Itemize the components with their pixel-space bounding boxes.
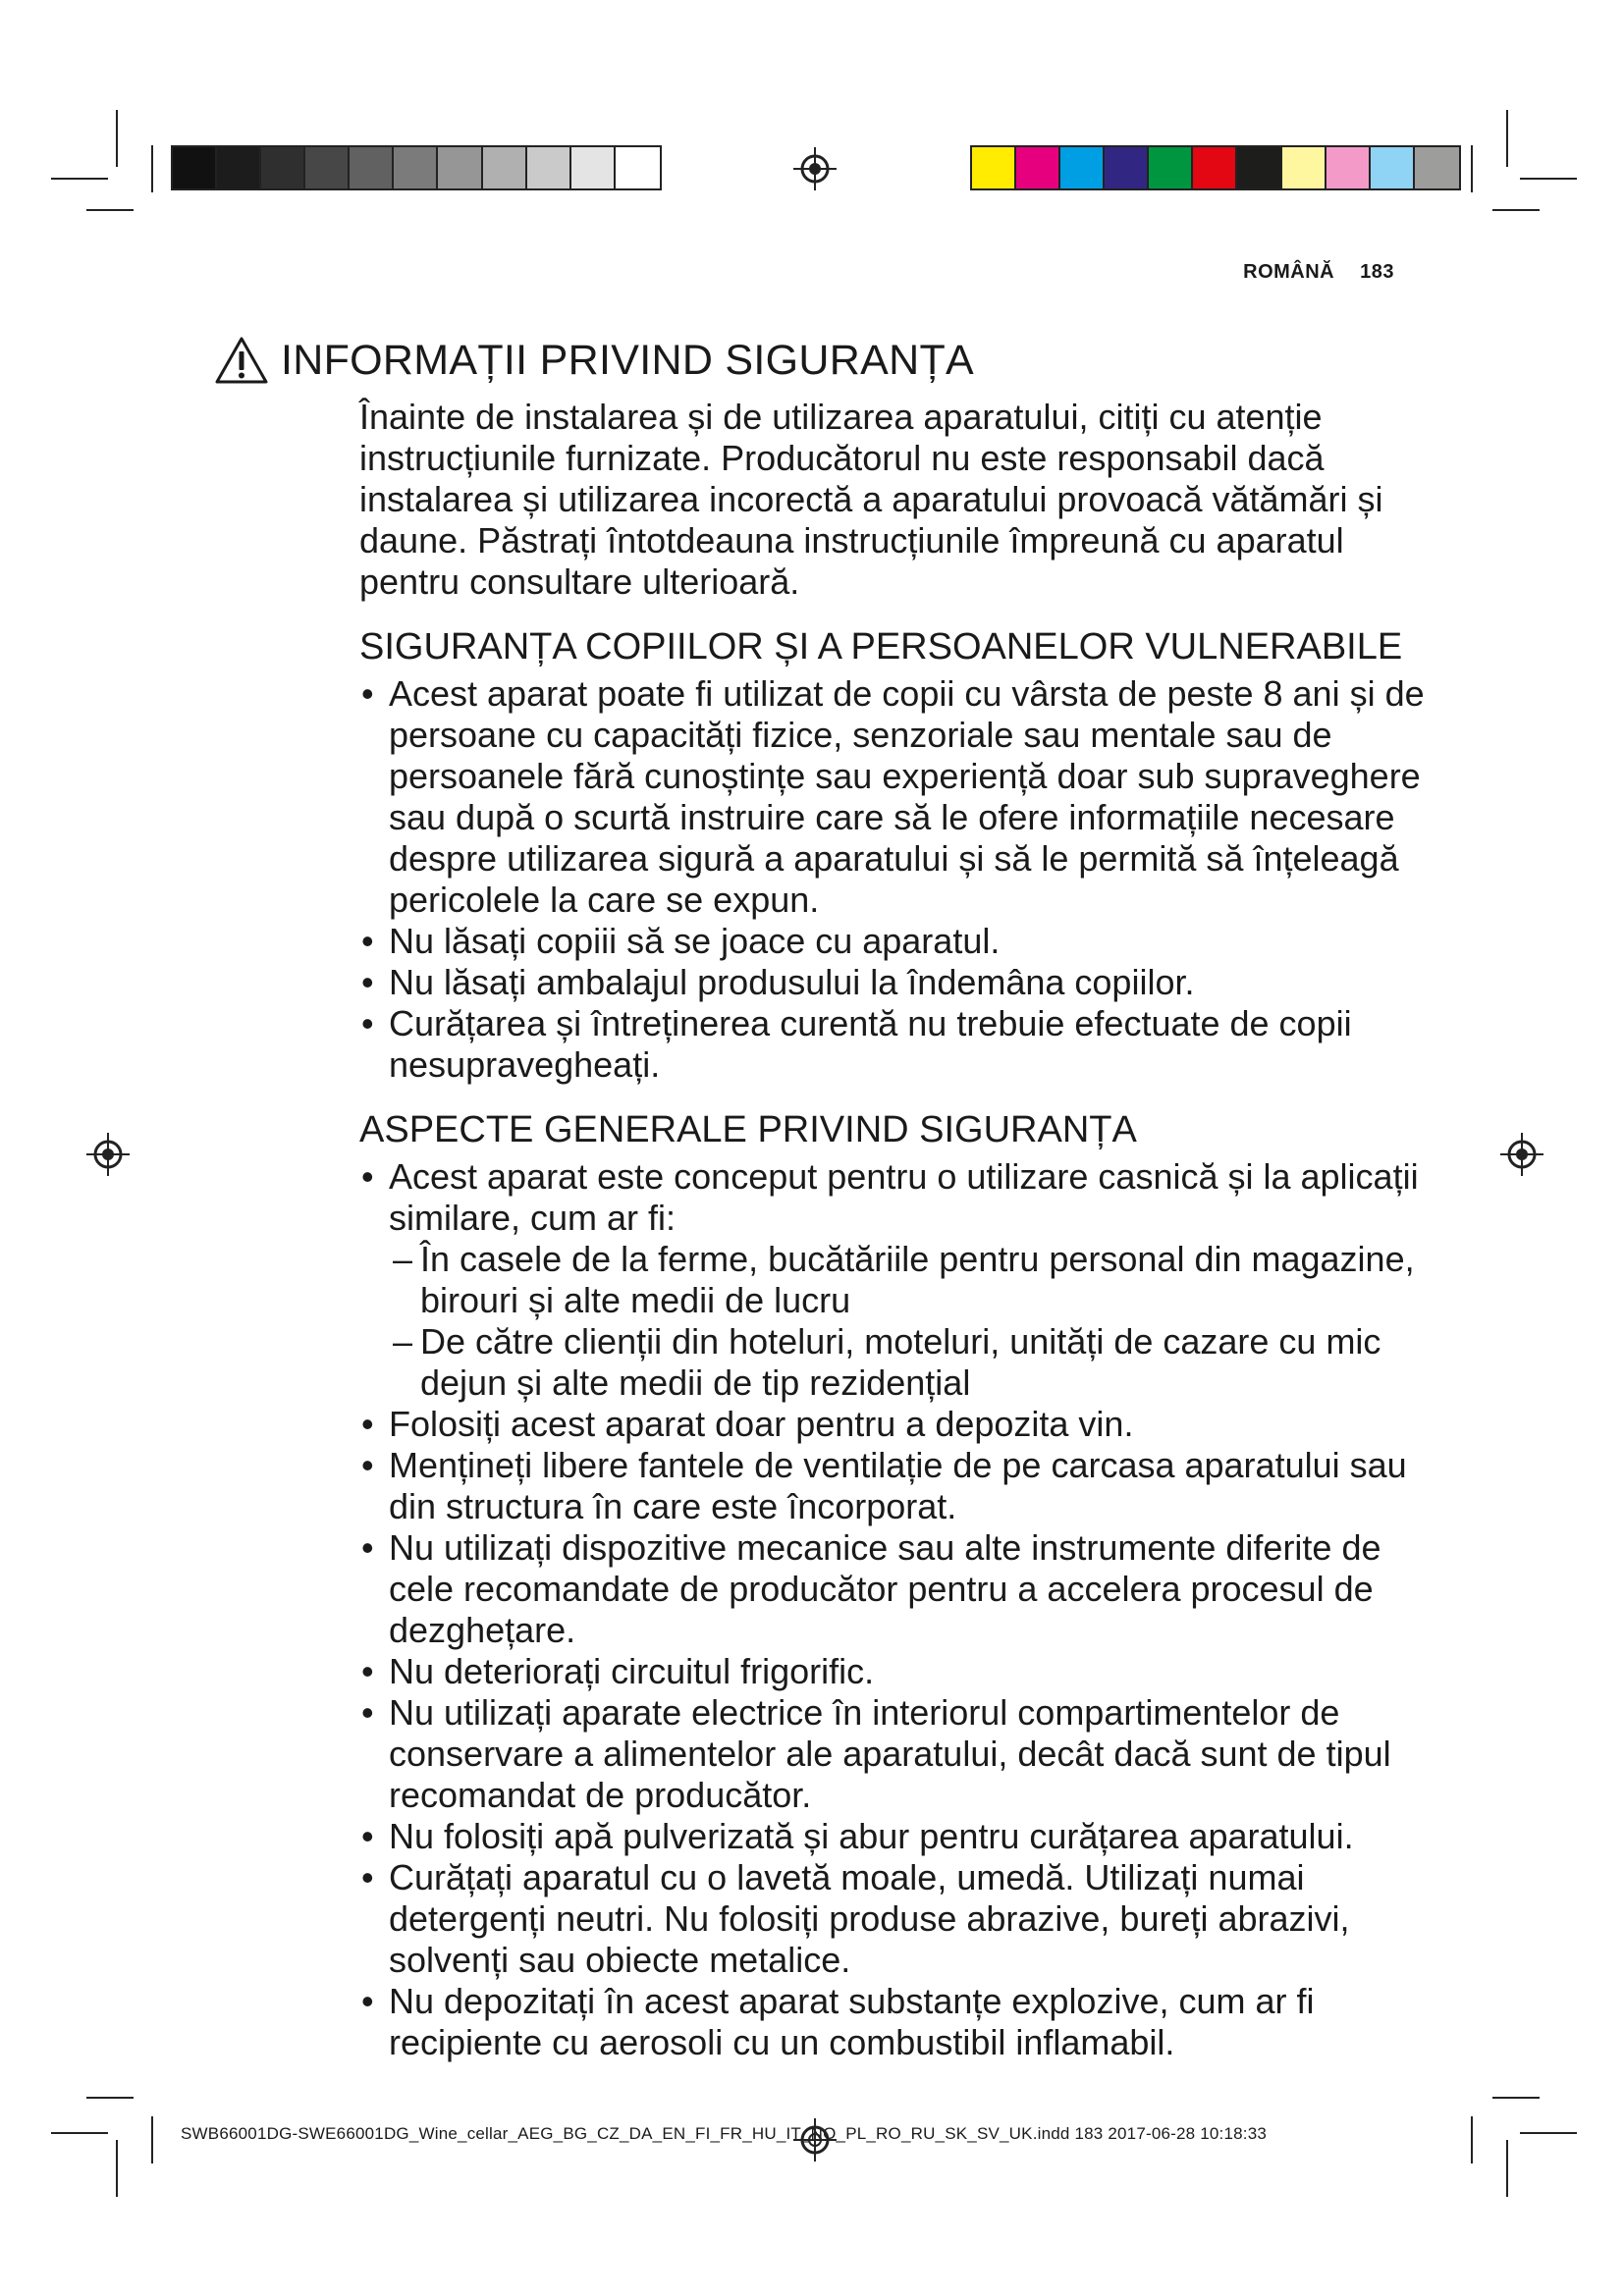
section-heading-children: SIGURANȚA COPIILOR ȘI A PERSOANELOR VULNERABILE (359, 626, 1403, 667)
color-swatch (217, 147, 261, 188)
registration-mark-icon (793, 147, 837, 190)
color-swatch (1371, 147, 1415, 188)
list-item: • Nu depozitați în acest aparat substanțe explozive, cum ar fi recipiente cu aerosoli cu un combustibil inflamabil. (359, 1981, 1430, 2063)
color-swatch (438, 147, 482, 188)
children-safety-list (359, 673, 1430, 1086)
color-swatch (1282, 147, 1326, 188)
list-item: • Curățarea și întreținerea curentă nu trebuie efectuate de copii nesupravegheați. (359, 1003, 1430, 1086)
page-number: 183 (1360, 261, 1394, 283)
color-swatch (1415, 147, 1459, 188)
list-item: • Nu deteriorați circuitul frigorific. (359, 1651, 1430, 1692)
list-item: • Mențineți libere fantele de ventilație de pe carcasa aparatului sau din structura în care este încorporat. (359, 1445, 1430, 1527)
list-item: • Curățați aparatul cu o lavetă moale, umedă. Utilizați numai detergenți neutri. Nu folosiți produse abrazive, bureți abrazivi, solvenți sau obiecte metalice. (359, 1857, 1430, 1981)
title-text: INFORMAȚII PRIVIND SIGURANȚA (281, 336, 974, 384)
color-swatch (1237, 147, 1281, 188)
color-swatch (1060, 147, 1105, 188)
color-swatch (1105, 147, 1149, 188)
color-swatch (527, 147, 571, 188)
section-heading-general: ASPECTE GENERALE PRIVIND SIGURANȚA (359, 1109, 1137, 1150)
general-safety-list (359, 1156, 1430, 2063)
color-swatch (972, 147, 1016, 188)
list-item: • Acest aparat poate fi utilizat de copii cu vârsta de peste 8 ani și de persoane cu capacități fizice, senzoriale sau mentale sau de persoanele fără cunoștințe sau experiență doar sub supraveghere sau după o scurtă instruire care să le ofere informațiile necesare despre utilizarea sigură a aparatului și să le permită să înțeleagă pericolele la care se expun. (359, 673, 1430, 921)
registration-mark-icon (1500, 1133, 1543, 1176)
color-swatch (571, 147, 616, 188)
header-language: ROMÂNĂ (1243, 261, 1335, 283)
list-item: • Folosiți acest aparat doar pentru a depozita vin. (359, 1404, 1430, 1445)
page-header (1243, 261, 1394, 284)
intro-paragraph: Înainte de instalarea și de utilizarea aparatului, citiți cu atenție instrucțiunile furnizate. Producătorul nu este responsabil dacă instalarea și utilizarea incorectă a aparatului provoacă vătămări și daune. Păstrați întotdeauna instrucțiunile împreună cu aparatul pentru consultare ulterioară. (359, 397, 1383, 602)
list-item: • Nu lăsați copiii să se joace cu aparatul. (359, 921, 1430, 962)
sub-item: – De către clienții din hoteluri, moteluri, unități de cazare cu mic dejun și alte medii de tip rezidențial (393, 1321, 1381, 1403)
page-title (214, 336, 974, 385)
list-item: • Nu utilizați aparate electrice în interiorul compartimentelor de conservare a alimentelor ale aparatului, decât dacă sunt de tipul recomandat de producător. (359, 1692, 1430, 1816)
list-item (359, 1156, 1430, 1404)
color-swatch (1326, 147, 1371, 188)
list-item: • Nu folosiți apă pulverizată și abur pentru curățarea aparatului. (359, 1816, 1430, 1857)
content (359, 397, 1430, 2063)
list-item-text: Acest aparat este conceput pentru o utilizare casnică și la aplicații similare, cum ar fi: (389, 1156, 1419, 1238)
list-item: • Nu utilizați dispozitive mecanice sau alte instrumente diferite de cele recomandate de producător pentru a accelera procesul de dezghețare. (359, 1527, 1430, 1651)
sub-item: – În casele de la ferme, bucătăriile pentru personal din magazine, birouri și alte medii de lucru (393, 1239, 1415, 1320)
registration-mark-icon (793, 2118, 837, 2162)
color-swatch (616, 147, 660, 188)
color-swatch (1193, 147, 1237, 188)
color-swatch (261, 147, 305, 188)
color-swatch (1149, 147, 1193, 188)
registration-mark-icon (86, 1133, 130, 1176)
list-item: • Nu lăsați ambalajul produsului la îndemâna copiilor. (359, 962, 1430, 1003)
color-swatch (483, 147, 527, 188)
color-swatch (173, 147, 217, 188)
color-swatch (350, 147, 394, 188)
color-swatch (1016, 147, 1060, 188)
warning-icon (214, 336, 269, 385)
color-swatch (394, 147, 438, 188)
color-bar (970, 145, 1461, 190)
grayscale-bar (171, 145, 662, 190)
color-swatch (305, 147, 350, 188)
print-slug: SWB66001DG-SWE66001DG_Wine_cellar_AEG_BG_CZ_DA_EN_FI_FR_HU_IT_NO_PL_RO_RU_SK_SV_UK.indd 183 2017-06-28 10:18:33 (181, 2124, 1268, 2143)
